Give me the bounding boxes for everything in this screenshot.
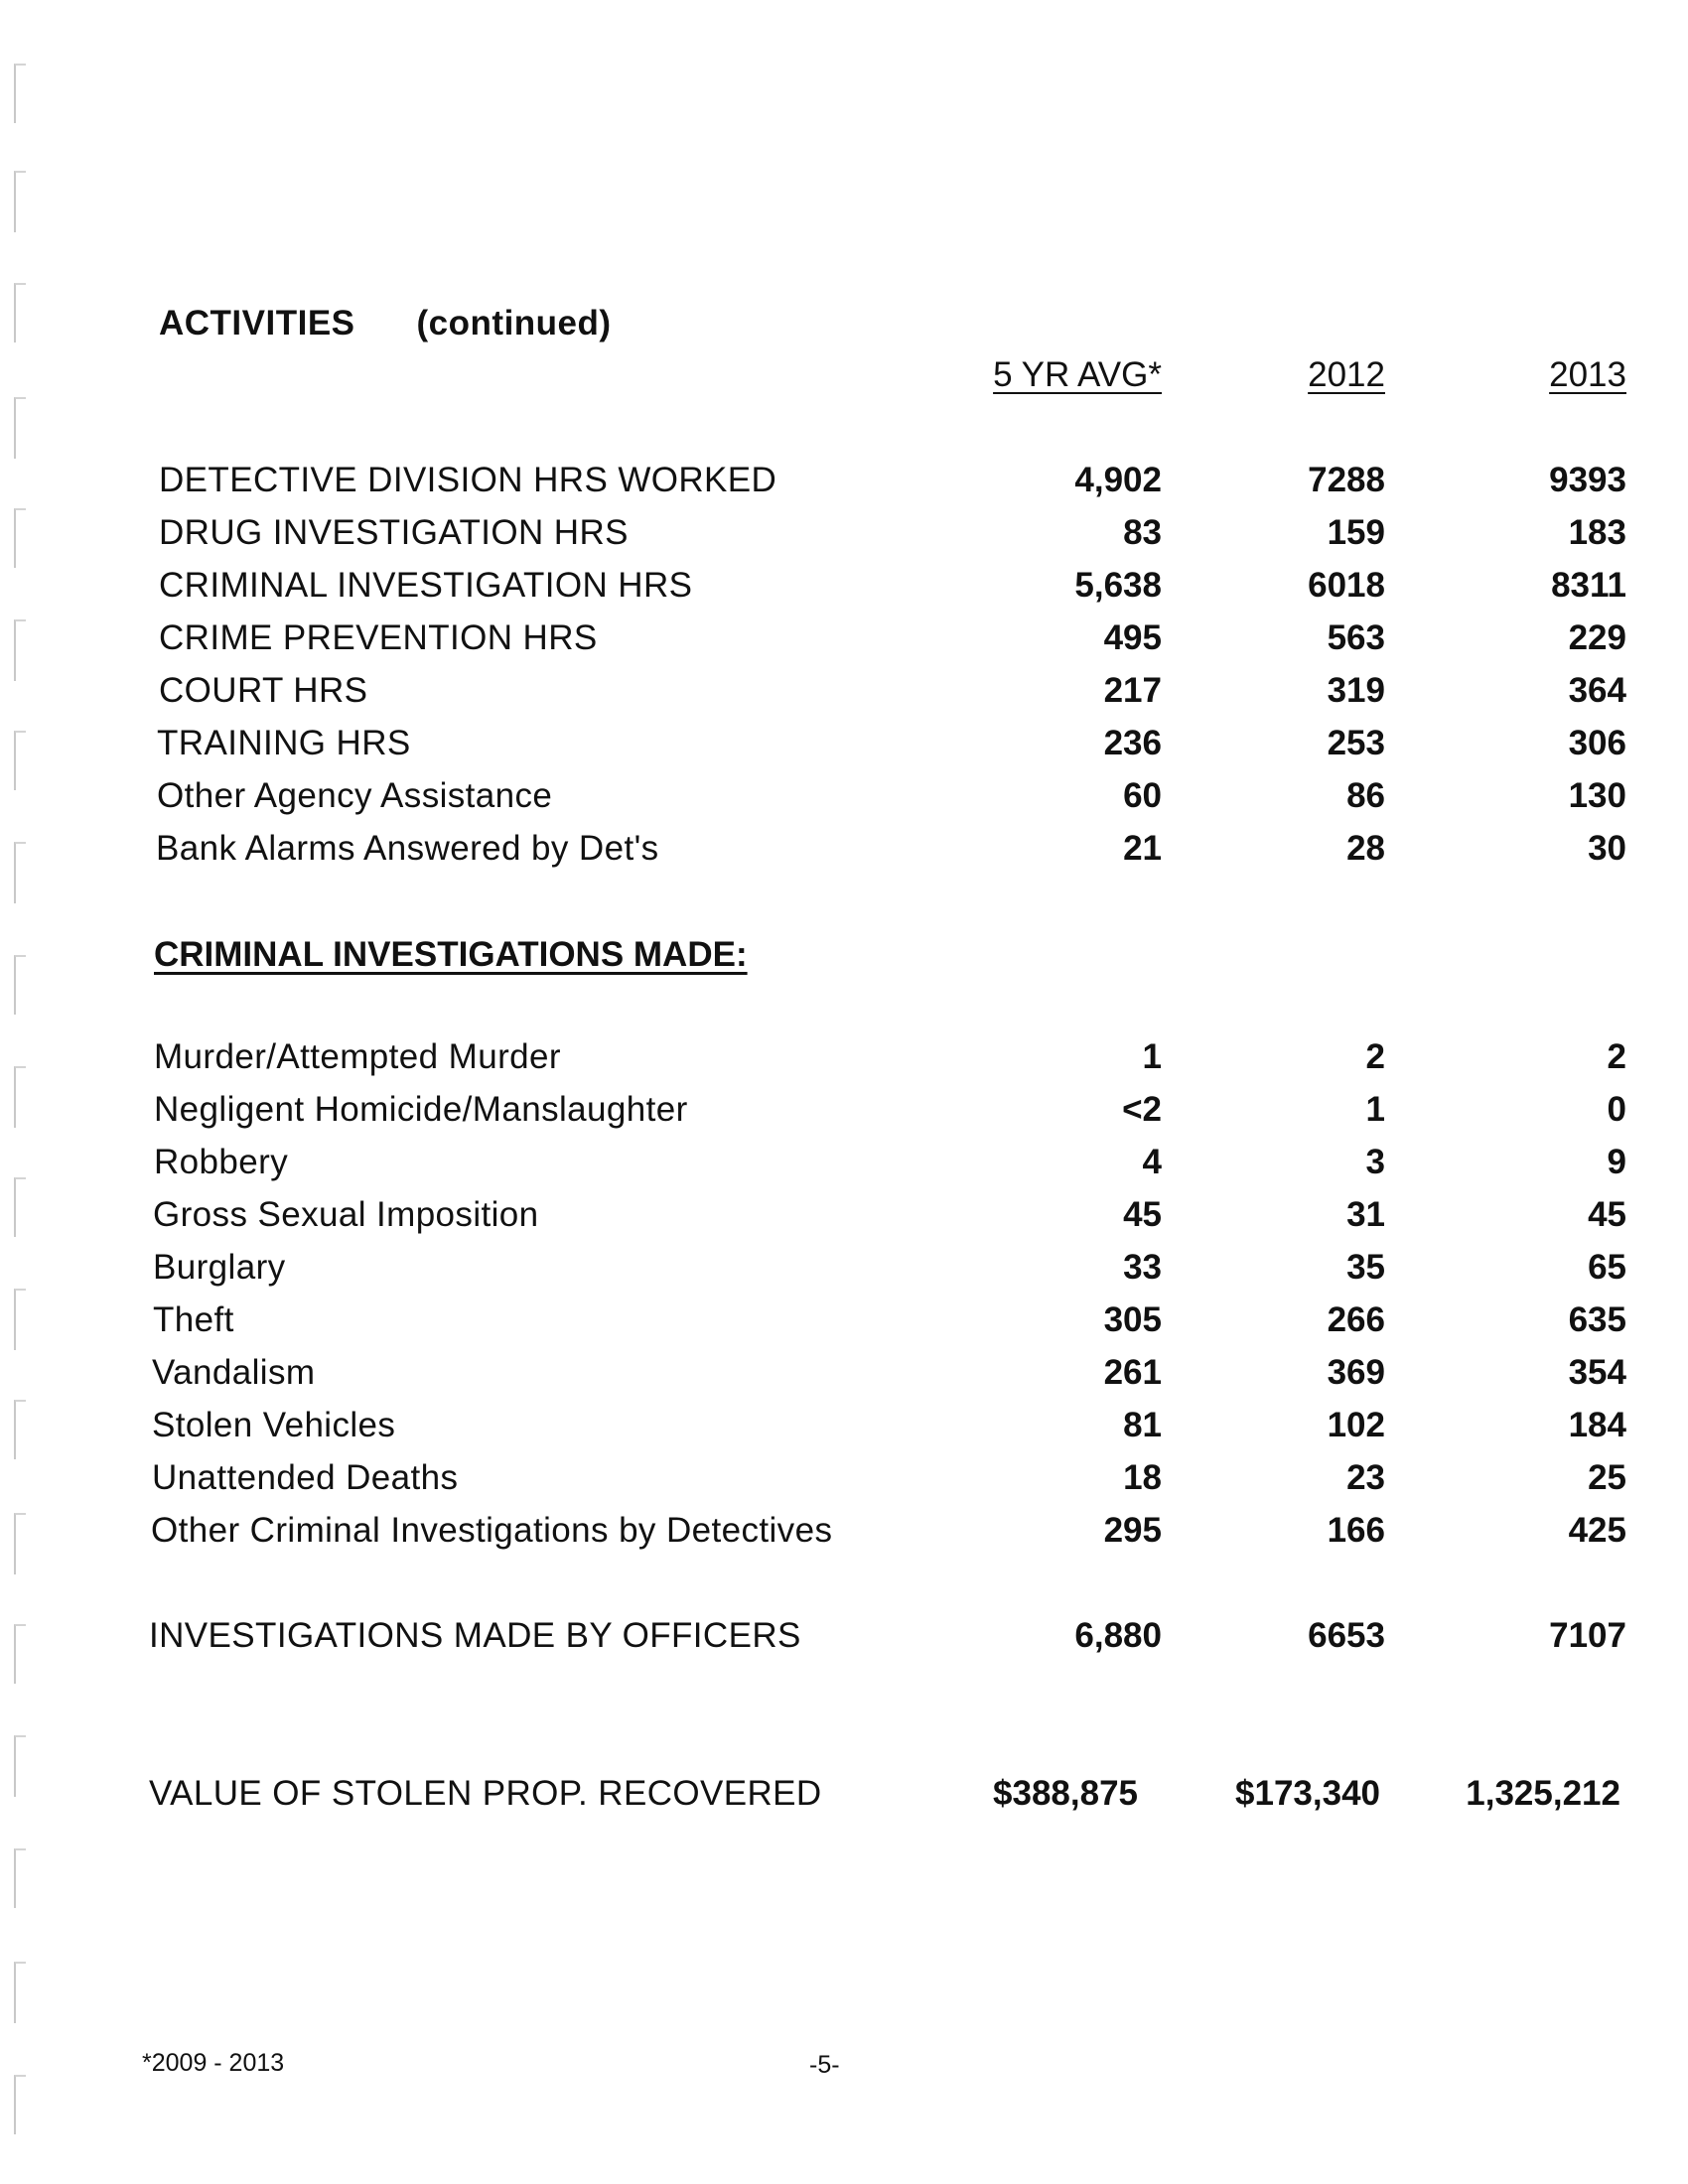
table-row	[0, 1300, 1688, 1352]
row-label: Murder/Attempted Murder	[154, 1037, 561, 1076]
table-row	[0, 1143, 1688, 1194]
row-value-2012: 319	[1327, 671, 1385, 710]
row-value-2013: 45	[1588, 1195, 1626, 1234]
row-label: TRAINING HRS	[157, 724, 411, 762]
heading-subtitle: (continued)	[416, 304, 612, 342]
row-value-2012: 28	[1346, 829, 1385, 868]
row-value-5yr-avg: 21	[1123, 829, 1162, 868]
row-label: DETECTIVE DIVISION HRS WORKED	[159, 461, 777, 499]
row-value-5yr-avg: 83	[1123, 513, 1162, 552]
row-value-2013: 229	[1568, 618, 1626, 657]
row-value-5yr-avg: 236	[1103, 724, 1162, 762]
table-row	[0, 1353, 1688, 1405]
row-value-2013: 9393	[1549, 461, 1626, 499]
page-number: -5-	[809, 2051, 840, 2079]
table-row	[0, 566, 1688, 617]
row-value-2013: 306	[1568, 724, 1626, 762]
binding-mark	[14, 64, 26, 123]
row-value-2013: 25	[1588, 1458, 1626, 1497]
table-row	[0, 1248, 1688, 1299]
table-row	[0, 1195, 1688, 1247]
row-value-2013: 2	[1607, 1037, 1626, 1076]
row-value-5yr-avg: <2	[1122, 1090, 1162, 1129]
row-value-2012: 102	[1327, 1406, 1385, 1444]
row-label: CRIMINAL INVESTIGATION HRS	[159, 566, 693, 605]
row-value-5yr-avg: 60	[1123, 776, 1162, 815]
row-value-2012: 253	[1327, 724, 1385, 762]
row-label: Robbery	[154, 1143, 289, 1181]
row-label: Other Criminal Investigations by Detectives	[151, 1511, 833, 1550]
row-value-2012: 266	[1327, 1300, 1385, 1339]
row-value-2012: 3	[1365, 1143, 1385, 1181]
binding-mark	[14, 397, 26, 459]
row-value-2012: 1	[1365, 1090, 1385, 1129]
table-row	[0, 618, 1688, 670]
row-label: Bank Alarms Answered by Det's	[156, 829, 659, 868]
row-value-2013: 184	[1568, 1406, 1626, 1444]
row-value-5yr-avg: 261	[1103, 1353, 1162, 1392]
row-value-2012: 369	[1327, 1353, 1385, 1392]
property-recovered-row	[0, 1774, 1688, 1826]
binding-mark	[14, 283, 26, 342]
row-value-2013: 65	[1588, 1248, 1626, 1287]
row-value-5yr-avg: 495	[1103, 618, 1162, 657]
row-value-2012: 35	[1346, 1248, 1385, 1287]
row-value-5yr-avg: 45	[1123, 1195, 1162, 1234]
column-header-5yr-avg: 5 YR AVG*	[993, 355, 1162, 394]
column-header-2012: 2012	[1308, 355, 1385, 394]
table-row	[0, 724, 1688, 775]
row-label: Vandalism	[152, 1353, 316, 1392]
row-label: Unattended Deaths	[152, 1458, 459, 1497]
row-value-2013: 9	[1607, 1143, 1626, 1181]
section-title-criminal-investigations: CRIMINAL INVESTIGATIONS MADE:	[154, 935, 748, 974]
row-value-2013: 425	[1568, 1511, 1626, 1550]
row-value-5yr-avg: 4	[1142, 1143, 1162, 1181]
table-row	[0, 1406, 1688, 1457]
table-row	[0, 513, 1688, 565]
column-header-2013: 2013	[1549, 355, 1626, 394]
row-value-2012: 6018	[1308, 566, 1385, 605]
binding-mark	[14, 2075, 26, 2134]
row-value-5yr-avg: 4,902	[1074, 461, 1162, 499]
row-value-5yr-avg: 5,638	[1074, 566, 1162, 605]
row-label: COURT HRS	[159, 671, 368, 710]
row-value-2012: 166	[1327, 1511, 1385, 1550]
row-label: CRIME PREVENTION HRS	[159, 618, 598, 657]
row-value-2012: 7288	[1308, 461, 1385, 499]
binding-mark	[14, 1962, 26, 2023]
row-value-2012: 159	[1327, 513, 1385, 552]
row-value-5yr-avg: 305	[1103, 1300, 1162, 1339]
row-value-5yr-avg: 33	[1123, 1248, 1162, 1287]
row-label: Burglary	[153, 1248, 286, 1287]
row-value-2013: 8311	[1551, 566, 1626, 605]
table-row	[0, 1458, 1688, 1510]
row-label: Negligent Homicide/Manslaughter	[154, 1090, 688, 1129]
row-value-2013: 183	[1568, 513, 1626, 552]
row-value-2013: 0	[1607, 1090, 1626, 1129]
row-value-2012: 563	[1327, 618, 1385, 657]
row-value-2012: 86	[1346, 776, 1385, 815]
binding-mark	[14, 955, 26, 1015]
row-value-5yr-avg: 295	[1103, 1511, 1162, 1550]
row-value-2013: 130	[1568, 776, 1626, 815]
officers-row	[0, 1616, 1688, 1668]
row-value-2012: $173,340	[1235, 1774, 1380, 1813]
row-value-2013: 1,325,212	[1466, 1774, 1620, 1813]
row-value-2013: 635	[1568, 1300, 1626, 1339]
table-row	[0, 829, 1688, 881]
row-value-2013: 354	[1568, 1353, 1626, 1392]
row-value-5yr-avg: 1	[1142, 1037, 1162, 1076]
binding-mark	[14, 1848, 26, 1908]
table-row	[0, 1090, 1688, 1142]
row-value-2012: 6653	[1308, 1616, 1385, 1655]
page-heading	[159, 304, 612, 343]
row-label: Theft	[153, 1300, 234, 1339]
row-value-5yr-avg: $388,875	[993, 1774, 1138, 1813]
row-value-2013: 7107	[1549, 1616, 1626, 1655]
binding-mark	[14, 171, 26, 232]
row-value-2013: 364	[1568, 671, 1626, 710]
row-label: DRUG INVESTIGATION HRS	[159, 513, 629, 552]
table-row	[0, 461, 1688, 512]
row-value-5yr-avg: 18	[1123, 1458, 1162, 1497]
row-value-2012: 2	[1365, 1037, 1385, 1076]
row-label: INVESTIGATIONS MADE BY OFFICERS	[149, 1616, 801, 1655]
row-value-2012: 31	[1346, 1195, 1385, 1234]
row-value-5yr-avg: 6,880	[1074, 1616, 1162, 1655]
table-row	[0, 1511, 1688, 1563]
row-label: Gross Sexual Imposition	[153, 1195, 539, 1234]
table-row	[0, 776, 1688, 828]
row-value-2013: 30	[1588, 829, 1626, 868]
row-value-5yr-avg: 217	[1103, 671, 1162, 710]
heading-title: ACTIVITIES	[159, 304, 355, 342]
row-label: Stolen Vehicles	[152, 1406, 396, 1444]
footnote: *2009 - 2013	[142, 2049, 285, 2077]
row-value-5yr-avg: 81	[1123, 1406, 1162, 1444]
table-row	[0, 1037, 1688, 1089]
row-label: Other Agency Assistance	[157, 776, 553, 815]
row-label: VALUE OF STOLEN PROP. RECOVERED	[149, 1774, 822, 1813]
row-value-2012: 23	[1346, 1458, 1385, 1497]
table-row	[0, 671, 1688, 723]
